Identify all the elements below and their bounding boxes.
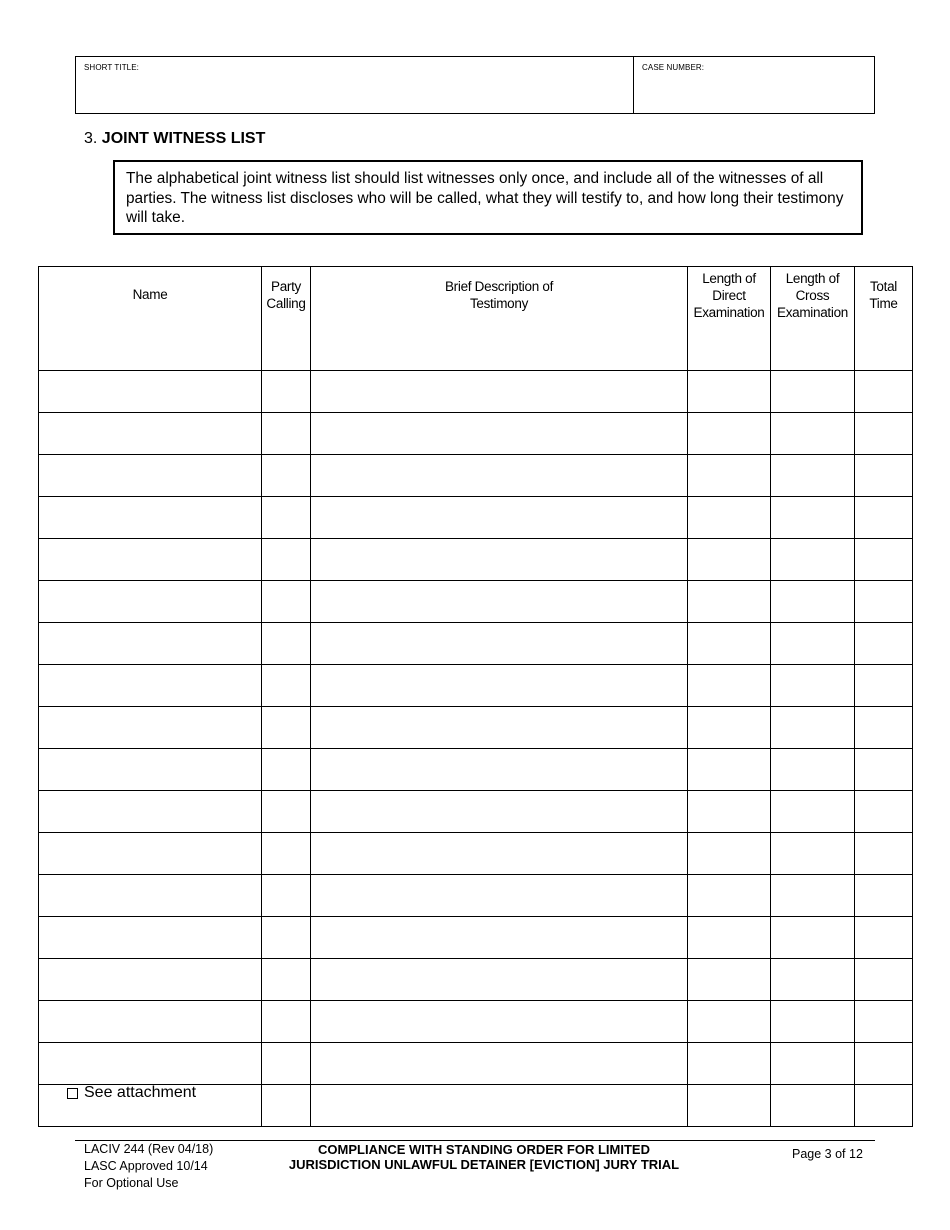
column-header-direct-examination — [688, 267, 771, 371]
cell-description[interactable] — [311, 413, 688, 455]
cell-name[interactable] — [39, 917, 262, 959]
cell-description[interactable] — [311, 581, 688, 623]
cell-cross-examination[interactable] — [771, 371, 855, 413]
cell-direct-examination[interactable] — [688, 791, 771, 833]
cell-direct-examination[interactable] — [688, 371, 771, 413]
cell-description[interactable] — [311, 1085, 688, 1127]
cell-cross-examination[interactable] — [771, 413, 855, 455]
footer-approved: LASC Approved 10/14 — [84, 1159, 208, 1173]
table-row — [39, 917, 913, 959]
cell-total-time[interactable] — [855, 371, 913, 413]
cell-total-time[interactable] — [855, 1001, 913, 1043]
cell-name[interactable] — [39, 875, 262, 917]
cell-total-time[interactable] — [855, 791, 913, 833]
table-row — [39, 833, 913, 875]
table-row — [39, 539, 913, 581]
cell-direct-examination[interactable] — [688, 665, 771, 707]
cell-cross-examination[interactable] — [771, 665, 855, 707]
cell-direct-examination[interactable] — [688, 833, 771, 875]
column-header-direct-line: Length of — [702, 271, 756, 286]
cell-total-time[interactable] — [855, 833, 913, 875]
cell-total-time[interactable] — [855, 413, 913, 455]
cell-direct-examination[interactable] — [688, 959, 771, 1001]
see-attachment-label: See attachment — [84, 1084, 197, 1101]
cell-total-time[interactable] — [855, 875, 913, 917]
cell-cross-examination[interactable] — [771, 1001, 855, 1043]
cell-description[interactable] — [311, 1001, 688, 1043]
cell-name[interactable] — [39, 455, 262, 497]
cell-party-calling[interactable] — [262, 917, 311, 959]
column-header-cross-examination — [771, 267, 855, 371]
cell-cross-examination[interactable] — [771, 1043, 855, 1085]
cell-total-time[interactable] — [855, 749, 913, 791]
cell-name[interactable] — [39, 749, 262, 791]
table-row — [39, 371, 913, 413]
cell-total-time[interactable] — [855, 539, 913, 581]
cell-direct-examination[interactable] — [688, 413, 771, 455]
cell-description[interactable] — [311, 791, 688, 833]
cell-description[interactable] — [311, 833, 688, 875]
cell-direct-examination[interactable] — [688, 497, 771, 539]
cell-cross-examination[interactable] — [771, 749, 855, 791]
cell-description[interactable] — [311, 665, 688, 707]
cell-direct-examination[interactable] — [688, 581, 771, 623]
cell-description[interactable] — [311, 1043, 688, 1085]
footer-title-line-1: COMPLIANCE WITH STANDING ORDER FOR LIMITED — [318, 1142, 650, 1157]
column-header-cross-line: Examination — [777, 305, 848, 320]
cell-party-calling[interactable] — [262, 371, 311, 413]
short-title-field[interactable] — [76, 57, 634, 113]
table-row — [39, 455, 913, 497]
cell-direct-examination[interactable] — [688, 623, 771, 665]
table-row — [39, 791, 913, 833]
cell-cross-examination[interactable] — [771, 539, 855, 581]
cell-name[interactable] — [39, 581, 262, 623]
footer-title-line-2: JURISDICTION UNLAWFUL DETAINER [EVICTION] JURY TRIAL — [288, 1157, 680, 1172]
table-row — [39, 959, 913, 1001]
cell-total-time[interactable] — [855, 917, 913, 959]
cell-direct-examination[interactable] — [688, 1043, 771, 1085]
see-attachment-checkbox[interactable] — [67, 1088, 78, 1099]
cell-party-calling[interactable] — [262, 497, 311, 539]
cell-party-calling[interactable] — [262, 1001, 311, 1043]
cell-cross-examination[interactable] — [771, 1085, 855, 1127]
cell-direct-examination[interactable] — [688, 707, 771, 749]
table-row — [39, 749, 913, 791]
column-header-direct-line: Direct — [712, 288, 746, 303]
cell-description[interactable] — [311, 455, 688, 497]
cell-name[interactable] — [39, 1001, 262, 1043]
cell-direct-examination[interactable] — [688, 1085, 771, 1127]
column-header-total-line: Total — [869, 279, 898, 294]
caption-box — [75, 56, 875, 114]
cell-total-time[interactable] — [855, 1085, 913, 1127]
cell-direct-examination[interactable] — [688, 749, 771, 791]
cell-party-calling[interactable] — [262, 791, 311, 833]
cell-name[interactable] — [39, 623, 262, 665]
column-header-cross-line: Length of — [785, 271, 840, 286]
case-number-field[interactable] — [634, 57, 874, 113]
cell-party-calling[interactable] — [262, 1043, 311, 1085]
footer-form-id: LACIV 244 (Rev 04/18) — [84, 1142, 214, 1156]
cell-total-time[interactable] — [855, 623, 913, 665]
cell-cross-examination[interactable] — [771, 581, 855, 623]
cell-description[interactable] — [311, 623, 688, 665]
joint-witness-table — [38, 266, 913, 1127]
see-attachment-option[interactable] — [67, 1084, 196, 1102]
section-number: 3. — [84, 130, 98, 147]
cell-name[interactable] — [39, 707, 262, 749]
cell-name[interactable] — [39, 959, 262, 1001]
cell-cross-examination[interactable] — [771, 875, 855, 917]
column-header-name — [39, 267, 262, 371]
cell-total-time[interactable] — [855, 1043, 913, 1085]
cell-total-time[interactable] — [855, 581, 913, 623]
cell-name[interactable] — [39, 791, 262, 833]
case-number-label: CASE NUMBER: — [642, 63, 705, 72]
column-header-name-line: Name — [132, 287, 168, 302]
table-row — [39, 1001, 913, 1043]
column-header-party-calling-line: Party — [270, 279, 301, 294]
cell-name[interactable] — [39, 665, 262, 707]
table-row — [39, 497, 913, 539]
cell-name[interactable] — [39, 371, 262, 413]
cell-cross-examination[interactable] — [771, 917, 855, 959]
cell-total-time[interactable] — [855, 959, 913, 1001]
column-header-total-time — [855, 267, 913, 371]
footer-form-title — [258, 1142, 710, 1172]
cell-name[interactable] — [39, 1043, 262, 1085]
cell-direct-examination[interactable] — [688, 917, 771, 959]
table-row — [39, 623, 913, 665]
cell-cross-examination[interactable] — [771, 791, 855, 833]
cell-name[interactable] — [39, 497, 262, 539]
cell-party-calling[interactable] — [262, 1085, 311, 1127]
table-header-row — [39, 267, 913, 371]
cell-party-calling[interactable] — [262, 833, 311, 875]
cell-party-calling[interactable] — [262, 581, 311, 623]
column-header-total-line: Time — [869, 296, 898, 311]
footer-use: For Optional Use — [84, 1176, 179, 1190]
witness-table-body — [39, 371, 913, 1127]
cell-direct-examination[interactable] — [688, 455, 771, 497]
cell-name[interactable] — [39, 833, 262, 875]
cell-party-calling[interactable] — [262, 413, 311, 455]
cell-cross-examination[interactable] — [771, 833, 855, 875]
footer-form-info — [84, 1141, 213, 1192]
cell-party-calling[interactable] — [262, 623, 311, 665]
cell-party-calling[interactable] — [262, 707, 311, 749]
cell-description[interactable] — [311, 707, 688, 749]
short-title-label: SHORT TITLE: — [84, 63, 139, 72]
cell-party-calling[interactable] — [262, 875, 311, 917]
cell-total-time[interactable] — [855, 497, 913, 539]
section-title: JOINT WITNESS LIST — [101, 130, 266, 147]
column-header-description-line: Testimony — [469, 296, 529, 311]
cell-party-calling[interactable] — [262, 455, 311, 497]
table-row — [39, 665, 913, 707]
cell-party-calling[interactable] — [262, 749, 311, 791]
cell-cross-examination[interactable] — [771, 959, 855, 1001]
cell-party-calling[interactable] — [262, 539, 311, 581]
page-number: Page 3 of 12 — [792, 1147, 863, 1161]
cell-description[interactable] — [311, 497, 688, 539]
column-header-direct-line: Examination — [693, 305, 765, 320]
column-header-party-calling-line: Calling — [266, 296, 306, 311]
cell-party-calling[interactable] — [262, 665, 311, 707]
cell-total-time[interactable] — [855, 455, 913, 497]
cell-total-time[interactable] — [855, 665, 913, 707]
column-header-party-calling — [262, 267, 311, 371]
table-row — [39, 581, 913, 623]
cell-name[interactable] — [39, 539, 262, 581]
table-row — [39, 707, 913, 749]
cell-description[interactable] — [311, 749, 688, 791]
column-header-description-line: Brief Description of — [444, 279, 554, 294]
cell-description[interactable] — [311, 917, 688, 959]
cell-direct-examination[interactable] — [688, 539, 771, 581]
table-row — [39, 875, 913, 917]
instruction-box: The alphabetical joint witness list should list witnesses only once, and include all of the witnesses of all parties. The witness list discloses who will be called, what they will testify to, and how long their testimony will take. — [113, 160, 863, 235]
cell-description[interactable] — [311, 959, 688, 1001]
cell-cross-examination[interactable] — [771, 455, 855, 497]
cell-description[interactable] — [311, 371, 688, 413]
cell-description[interactable] — [311, 539, 688, 581]
cell-description[interactable] — [311, 875, 688, 917]
cell-party-calling[interactable] — [262, 959, 311, 1001]
table-row — [39, 1043, 913, 1085]
column-header-cross-line: Cross — [795, 288, 830, 303]
cell-cross-examination[interactable] — [771, 497, 855, 539]
cell-cross-examination[interactable] — [771, 623, 855, 665]
cell-cross-examination[interactable] — [771, 707, 855, 749]
section-heading — [84, 130, 265, 148]
cell-direct-examination[interactable] — [688, 875, 771, 917]
cell-total-time[interactable] — [855, 707, 913, 749]
table-row — [39, 413, 913, 455]
column-header-description — [311, 267, 688, 371]
cell-direct-examination[interactable] — [688, 1001, 771, 1043]
cell-name[interactable] — [39, 413, 262, 455]
